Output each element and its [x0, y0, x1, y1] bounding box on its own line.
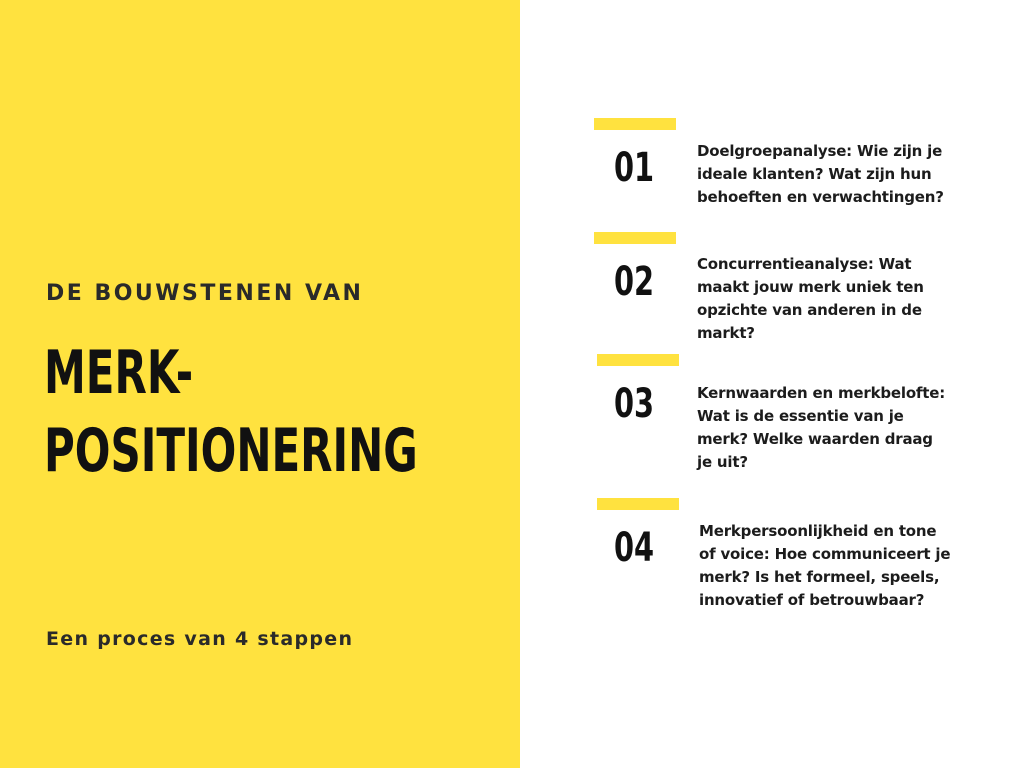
step-bar: [597, 498, 679, 510]
step-description: Concurrentieanalyse: Wat maakt jouw merk uniek ten opzichte van anderen in de markt?: [697, 255, 924, 342]
step-bar: [594, 232, 676, 244]
subtitle: Een proces van 4 stappen: [46, 628, 354, 650]
step-number: 04: [614, 525, 655, 571]
step-description: Kernwaarden en merkbelofte: Wat is de essentie van je merk? Welke waarden draag je uit?: [697, 384, 945, 471]
step-number: 03: [614, 381, 655, 427]
eyebrow-heading: DE BOUWSTENEN VAN: [46, 281, 364, 306]
step-bar: [597, 354, 679, 366]
step-description: Merkpersoonlijkheid en tone of voice: Hoe communiceert je merk? Is het formeel, speels, innovatief of betrouwbaar?: [699, 522, 951, 609]
main-title: [44, 334, 418, 490]
step-description: Doelgroepanalyse: Wie zijn je ideale klanten? Wat zijn hun behoeften en verwachtingen?: [697, 142, 944, 206]
title-line-1: MERK-: [44, 338, 194, 408]
step-number: 01: [614, 145, 655, 191]
step-bar: [594, 118, 676, 130]
title-line-2: POSITIONERING: [44, 416, 418, 486]
step-number: 02: [614, 259, 655, 305]
